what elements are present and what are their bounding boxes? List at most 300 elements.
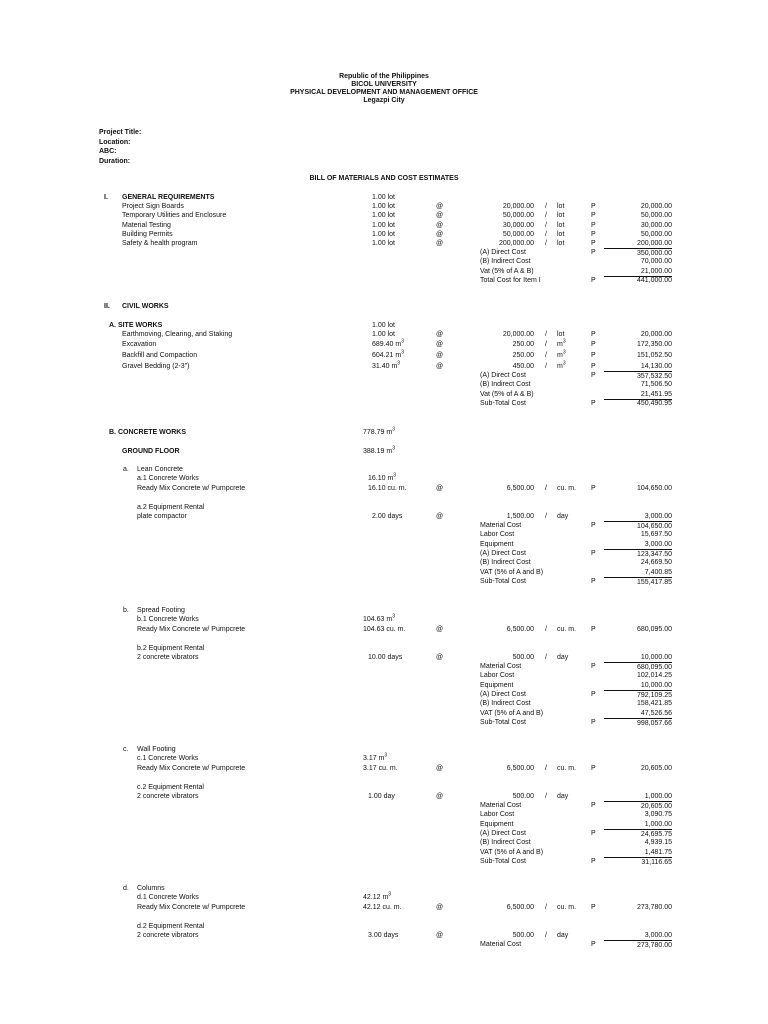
peso-symbol — [591, 521, 596, 530]
subsection-title-value: Spread Footing — [137, 607, 185, 614]
item-description — [122, 351, 197, 360]
slash-symbol — [545, 653, 547, 662]
item-quantity — [368, 653, 402, 662]
summary-label-value: (A) Direct Cost — [480, 549, 526, 557]
subsection-title — [137, 745, 176, 754]
peso-symbol-value: P — [591, 399, 596, 407]
at-symbol — [436, 792, 443, 801]
peso-symbol — [591, 230, 596, 239]
summary-label — [480, 848, 543, 857]
unit-label-value: day — [557, 513, 569, 520]
item-quantity — [372, 239, 395, 248]
peso-symbol-value: P — [591, 231, 596, 238]
superscript: 3 — [401, 349, 404, 356]
item-description-value: Temporary Utilities and Enclosure — [122, 212, 227, 219]
equipment-rental-label — [137, 503, 204, 512]
peso-symbol — [591, 330, 596, 339]
slash-symbol-value: / — [545, 203, 547, 210]
at-symbol-value: @ — [436, 331, 444, 338]
slash-symbol-value: / — [545, 341, 547, 348]
item-description — [137, 792, 198, 801]
slash-symbol-value: / — [545, 212, 547, 219]
superscript: 3 — [392, 445, 395, 452]
unit-label — [557, 484, 576, 493]
unit-label-value: lot — [557, 240, 565, 247]
slash-symbol-value: / — [545, 765, 547, 772]
summary-value-value: 155,417.85 — [636, 578, 672, 586]
slash-symbol — [545, 239, 547, 248]
unit-label — [557, 202, 564, 211]
floor-title — [122, 447, 180, 456]
concrete-quantity-value: 16.10 m — [368, 475, 394, 482]
item-quantity — [372, 351, 404, 360]
project-info-label-value: Location: — [99, 138, 131, 146]
at-symbol-value: @ — [436, 904, 444, 911]
summary-label — [480, 380, 531, 389]
item-description — [137, 625, 245, 634]
summary-value — [604, 699, 672, 708]
summary-value — [604, 276, 672, 285]
at-symbol — [436, 202, 443, 211]
peso-symbol-value: P — [591, 577, 596, 585]
section-title-value: GENERAL REQUIREMENTS — [122, 194, 215, 201]
section-quantity-value: 1.00 lot — [372, 194, 395, 201]
unit-label-value: day — [557, 654, 569, 661]
document-title — [234, 174, 534, 183]
item-description-value: Backfill and Compaction — [122, 352, 198, 359]
line-total-value: 20,000.00 — [640, 203, 672, 210]
summary-value-value: 47,526.56 — [640, 709, 672, 717]
item-quantity — [363, 903, 402, 912]
item-description — [122, 362, 189, 371]
slash-symbol — [545, 230, 547, 239]
concrete-quantity — [363, 615, 395, 624]
summary-label — [480, 577, 526, 586]
peso-symbol-value: P — [591, 363, 596, 370]
summary-label-value: Labor Cost — [480, 811, 515, 819]
line-total — [604, 903, 672, 912]
subsection-letter — [123, 745, 128, 754]
unit-price — [474, 653, 534, 662]
subsection-letter — [123, 884, 129, 893]
slash-symbol — [545, 625, 547, 634]
at-symbol — [436, 931, 443, 940]
item-description-value: Safety & health program — [122, 240, 198, 247]
item-quantity-value: 1.00 lot — [372, 203, 395, 210]
summary-label-value: Sub-Total Cost — [480, 399, 526, 407]
summary-value-value: 441,000.00 — [636, 276, 672, 284]
slash-symbol-value: / — [545, 352, 547, 359]
peso-symbol — [591, 239, 596, 248]
item-quantity-value: 1.00 lot — [372, 240, 395, 247]
summary-label-value: Labor Cost — [480, 531, 515, 539]
summary-label — [480, 558, 531, 567]
equipment-rental-label-value: b.2 Equipment Rental — [137, 645, 205, 652]
item-description — [137, 903, 245, 912]
slash-symbol — [545, 211, 547, 220]
item-quantity — [368, 792, 395, 801]
item-quantity — [372, 362, 400, 371]
project-info-label-value: ABC: — [99, 148, 117, 155]
summary-value-value: 21,451.95 — [640, 390, 672, 398]
summary-value-value: 31,116.65 — [641, 858, 672, 866]
concrete-works-label — [137, 474, 199, 483]
summary-value — [604, 257, 672, 266]
unit-price — [474, 340, 534, 349]
project-info-label — [99, 157, 130, 166]
peso-symbol-value: P — [591, 941, 596, 948]
equipment-rental-label-value: c.2 Equipment Rental — [137, 784, 204, 791]
concrete-works-label-value: d.1 Concrete Works — [137, 894, 199, 901]
subsection-letter — [123, 606, 129, 615]
project-info-label — [99, 138, 131, 147]
item-quantity-value: 689.40 m — [372, 341, 402, 348]
slash-symbol-value: / — [545, 904, 547, 911]
unit-label — [557, 931, 568, 940]
slash-symbol-value: / — [545, 793, 547, 800]
unit-price-value: 6,500.00 — [506, 485, 534, 492]
concrete-quantity-value: 3.17 m — [363, 755, 385, 762]
peso-symbol — [591, 276, 596, 285]
item-quantity-value: 16.10 cu. m. — [368, 485, 407, 492]
item-quantity — [372, 221, 395, 230]
summary-label — [480, 940, 521, 949]
item-quantity — [372, 330, 395, 339]
summary-label-value: Vat (5% of A & B) — [480, 390, 534, 398]
summary-value-value: 3,000.00 — [644, 540, 672, 548]
peso-symbol-value: P — [591, 240, 596, 247]
slash-symbol-value: / — [545, 363, 547, 370]
summary-value-value: 21,000.00 — [640, 267, 672, 275]
unit-price-value: 200,000.00 — [498, 240, 534, 247]
item-description — [137, 764, 245, 773]
line-total — [604, 351, 672, 360]
superscript: 3 — [392, 426, 395, 433]
at-symbol-value: @ — [436, 513, 444, 520]
summary-value — [604, 380, 672, 389]
summary-value-value: 102,014.25 — [636, 672, 672, 680]
summary-label-value: (B) Indirect Cost — [480, 258, 531, 266]
item-quantity-value: 10.00 days — [368, 654, 403, 661]
at-symbol-value: @ — [436, 212, 444, 219]
summary-value-value: 4,939.15 — [644, 839, 672, 847]
summary-label-value: Material Cost — [480, 522, 522, 529]
concrete-quantity-value: 42.12 m — [363, 894, 389, 901]
at-symbol-value: @ — [436, 240, 444, 247]
unit-label-value: lot — [557, 203, 565, 210]
item-quantity-value: 3.00 days — [368, 932, 399, 939]
summary-label — [480, 568, 543, 577]
unit-price — [474, 792, 534, 801]
summary-label — [480, 709, 543, 718]
concrete-works-label-value: a.1 Concrete Works — [137, 475, 199, 482]
concrete-quantity-value: 104.63 m — [363, 616, 393, 623]
summary-value-value: 70,000.00 — [640, 258, 672, 266]
slash-symbol — [545, 330, 547, 339]
unit-price — [474, 202, 534, 211]
unit-label-value: lot — [557, 231, 565, 238]
item-quantity — [372, 512, 402, 521]
subsection-quantity — [372, 321, 395, 330]
unit-price — [474, 221, 534, 230]
at-symbol-value: @ — [436, 793, 444, 800]
item-description — [122, 239, 198, 248]
unit-price-value: 6,500.00 — [506, 765, 534, 772]
item-description-value: Building Permits — [122, 231, 173, 238]
item-description — [137, 512, 187, 521]
unit-label — [557, 330, 564, 339]
summary-label — [480, 549, 526, 558]
peso-symbol-value: P — [591, 352, 596, 359]
unit-price-value: 50,000.00 — [502, 212, 534, 219]
summary-value-value: 71,506.50 — [640, 381, 672, 389]
unit-price-value: 500.00 — [512, 932, 534, 939]
equipment-rental-label-value: d.2 Equipment Rental — [137, 923, 205, 930]
superscript: 3 — [562, 338, 566, 345]
section-title-value: CIVIL WORKS — [122, 303, 169, 310]
at-symbol-value: @ — [436, 231, 444, 238]
summary-label — [480, 662, 521, 671]
line-total-value: 30,000.00 — [640, 221, 672, 229]
peso-symbol — [591, 484, 596, 493]
unit-price — [474, 230, 534, 239]
unit-label — [557, 903, 576, 912]
line-total-value: 151,052.50 — [636, 352, 672, 359]
floor-title-value: GROUND FLOOR — [122, 448, 180, 455]
item-description-value: Ready Mix Concrete w/ Pumpcrete — [137, 765, 246, 772]
summary-value-value: 3,090.75 — [644, 811, 672, 819]
summary-label-value: Vat (5% of A & B) — [480, 267, 534, 275]
unit-price — [474, 931, 534, 940]
subsection-letter-value: c. — [123, 746, 129, 753]
line-total — [604, 221, 672, 230]
summary-value — [604, 940, 672, 950]
summary-label — [480, 690, 526, 699]
at-symbol — [436, 512, 443, 521]
peso-symbol — [591, 577, 596, 586]
unit-label-value: lot — [557, 331, 565, 338]
item-description — [122, 330, 232, 339]
section-title — [122, 193, 214, 202]
at-symbol — [436, 239, 443, 248]
unit-label — [557, 512, 568, 521]
unit-label — [557, 653, 568, 662]
at-symbol-value: @ — [436, 352, 444, 359]
unit-price-value: 450.00 — [512, 363, 534, 370]
summary-label-value: Material Cost — [480, 663, 522, 670]
at-symbol — [436, 211, 443, 220]
unit-label-value: cu. m. — [557, 904, 577, 911]
item-quantity-value: 1.00 day — [368, 793, 395, 800]
header-line-value: PHYSICAL DEVELOPMENT AND MANAGEMENT OFFICE — [290, 89, 478, 96]
unit-price-value: 6,500.00 — [506, 904, 534, 911]
peso-symbol — [591, 829, 596, 838]
subsection-letter-value: b. — [123, 607, 129, 614]
peso-symbol-value: P — [591, 718, 596, 726]
concrete-quantity — [368, 474, 396, 483]
summary-label — [480, 371, 526, 380]
summary-value-value: 15,697.50 — [640, 531, 672, 539]
summary-label-value: Sub-Total Cost — [480, 718, 526, 726]
item-quantity-value: 2.00 days — [372, 513, 403, 520]
unit-price — [474, 362, 534, 371]
unit-label — [557, 625, 576, 634]
unit-label-value: lot — [557, 221, 565, 229]
subsection-letter — [123, 465, 129, 474]
peso-symbol — [591, 211, 596, 220]
peso-symbol-value: P — [591, 626, 596, 633]
line-total-value: 50,000.00 — [640, 231, 672, 238]
concrete-works-label-value: c.1 Concrete Works — [137, 755, 199, 762]
unit-price — [474, 625, 534, 634]
item-quantity — [372, 211, 395, 220]
at-symbol — [436, 484, 443, 493]
summary-label-value: Equipment — [480, 540, 514, 548]
unit-price — [474, 484, 534, 493]
unit-price — [474, 239, 534, 248]
summary-label — [480, 820, 513, 829]
peso-symbol — [591, 940, 596, 949]
summary-label-value: (A) Direct Cost — [480, 829, 526, 837]
equipment-rental-label — [137, 783, 204, 792]
item-quantity — [368, 931, 398, 940]
unit-label — [557, 351, 566, 360]
peso-symbol-value: P — [591, 802, 596, 809]
peso-symbol-value: P — [591, 829, 596, 837]
at-symbol — [436, 362, 443, 371]
project-info-label-value: Duration: — [99, 157, 131, 165]
item-description — [137, 653, 198, 662]
slash-symbol — [545, 202, 547, 211]
summary-value-value: 273,780.00 — [636, 942, 672, 949]
summary-label — [480, 699, 531, 708]
unit-label-value: m — [557, 363, 563, 370]
peso-symbol — [591, 718, 596, 727]
unit-price-value: 50,000.00 — [502, 231, 534, 238]
summary-label — [480, 399, 526, 408]
summary-label-value: VAT (5% of A and B) — [480, 709, 544, 717]
superscript: 3 — [393, 472, 397, 479]
unit-price-value: 250.00 — [512, 341, 534, 348]
at-symbol-value: @ — [436, 765, 444, 772]
summary-label-value: (B) Indirect Cost — [480, 700, 531, 708]
peso-symbol-value: P — [591, 341, 596, 348]
peso-symbol — [591, 764, 596, 773]
summary-label-value: (A) Direct Cost — [480, 372, 526, 379]
unit-price-value: 20,000.00 — [502, 331, 534, 338]
subsection-title — [137, 606, 185, 615]
unit-price-value: 500.00 — [512, 793, 534, 800]
at-symbol — [436, 221, 443, 230]
item-description — [122, 340, 156, 349]
line-total-value: 50,000.00 — [640, 212, 672, 219]
summary-label-value: Total Cost for Item I — [480, 276, 541, 284]
item-description-value: Ready Mix Concrete w/ Pumpcrete — [137, 904, 246, 911]
at-symbol — [436, 230, 443, 239]
summary-value-value: 450,490.95 — [636, 399, 672, 407]
line-total-value: 1,000.00 — [644, 793, 672, 800]
summary-value-value: 20,605.00 — [640, 803, 672, 810]
at-symbol — [436, 625, 443, 634]
unit-price-value: 6,500.00 — [506, 626, 534, 633]
line-total-value: 3,000.00 — [644, 932, 672, 939]
subsection-title-value: A. SITE WORKS — [109, 322, 163, 329]
line-total — [604, 230, 672, 239]
summary-label — [480, 276, 541, 285]
summary-label — [480, 390, 534, 399]
peso-symbol — [591, 221, 596, 230]
peso-symbol — [591, 340, 596, 349]
peso-symbol — [591, 549, 596, 558]
summary-value — [604, 577, 672, 587]
at-symbol — [436, 340, 443, 349]
summary-label-value: Sub-Total Cost — [480, 857, 526, 865]
summary-label — [480, 248, 526, 257]
subsection-title — [137, 884, 165, 893]
slash-symbol-value: / — [545, 654, 547, 661]
summary-label — [480, 267, 534, 276]
summary-label — [480, 540, 513, 549]
summary-label — [480, 530, 514, 539]
concrete-works-label — [137, 893, 199, 902]
subsection-title — [109, 321, 162, 330]
item-description — [122, 230, 173, 239]
slash-symbol-value: / — [545, 221, 547, 229]
summary-label-value: Material Cost — [480, 941, 522, 948]
summary-label-value: VAT (5% of A and B) — [480, 848, 544, 856]
summary-value — [604, 558, 672, 567]
at-symbol-value: @ — [436, 626, 444, 633]
superscript: 3 — [384, 752, 388, 759]
item-description — [137, 484, 245, 493]
unit-label-value: day — [557, 793, 569, 800]
unit-label-value: m — [557, 341, 563, 348]
line-total — [604, 239, 672, 248]
item-description-value: Excavation — [122, 341, 157, 348]
unit-price-value: 500.00 — [512, 654, 534, 661]
document-title-value: BILL OF MATERIALS AND COST ESTIMATES — [309, 175, 459, 182]
summary-label-value: (B) Indirect Cost — [480, 559, 531, 567]
superscript: 3 — [401, 338, 404, 345]
item-description-value: plate compactor — [137, 513, 187, 520]
summary-value — [604, 671, 672, 680]
summary-label — [480, 671, 514, 680]
slash-symbol-value: / — [545, 231, 547, 238]
line-total-value: 273,780.00 — [636, 904, 672, 911]
at-symbol-value: @ — [436, 654, 444, 661]
unit-label-value: cu. m. — [557, 765, 577, 772]
superscript: 3 — [562, 360, 566, 367]
superscript: 3 — [392, 613, 395, 620]
at-symbol-value: @ — [436, 363, 444, 370]
unit-price — [474, 512, 534, 521]
line-total — [604, 653, 672, 662]
slash-symbol — [545, 340, 547, 349]
line-total — [604, 512, 672, 521]
summary-value-value: 350,000.00 — [636, 250, 672, 257]
peso-symbol-value: P — [591, 221, 596, 229]
line-total — [604, 792, 672, 801]
peso-symbol — [591, 625, 596, 634]
summary-value-value: 680,095.00 — [636, 664, 672, 671]
item-quantity — [372, 202, 395, 211]
summary-label-value: Sub-Total Cost — [480, 577, 526, 585]
summary-label-value: Material Cost — [480, 802, 522, 809]
unit-label — [557, 792, 568, 801]
concrete-works-label-value: b.1 Concrete Works — [137, 616, 199, 623]
peso-symbol — [591, 362, 596, 371]
peso-symbol-value: P — [591, 904, 596, 911]
